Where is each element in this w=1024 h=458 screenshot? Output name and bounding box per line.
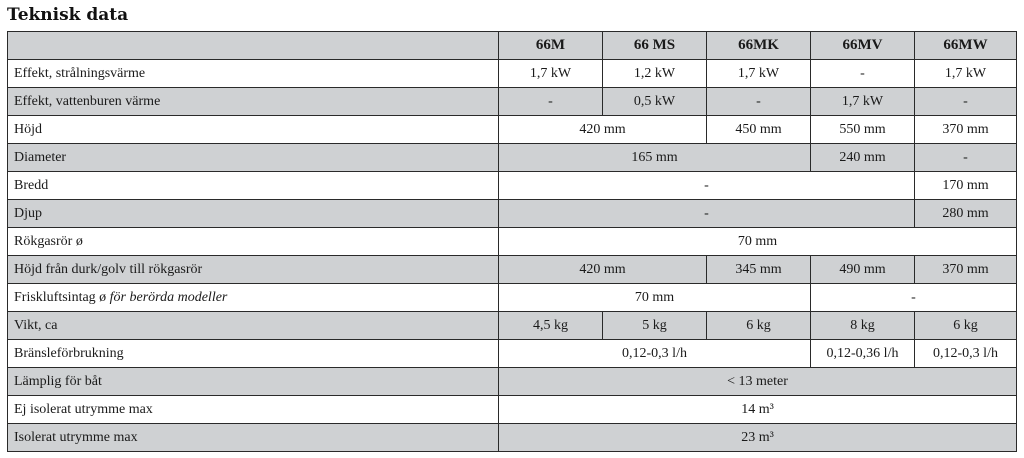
value-cell: 23 m³ (499, 424, 1017, 452)
table-row (8, 144, 1017, 172)
table-row (8, 368, 1017, 396)
value-cell: 370 mm (915, 116, 1017, 144)
value-cell: - (915, 144, 1017, 172)
value-cell: 1,7 kW (915, 60, 1017, 88)
header-label-cell (8, 32, 499, 60)
value-cell: 280 mm (915, 200, 1017, 228)
header-row (8, 32, 1017, 60)
row-label-text: Effekt, strålningsvärme (14, 65, 146, 81)
row-label-text: Friskluftsintag ø (14, 289, 107, 305)
value-cell: 170 mm (915, 172, 1017, 200)
table-row (8, 60, 1017, 88)
row-label (8, 340, 499, 368)
value-cell: 550 mm (811, 116, 915, 144)
value-cell: 370 mm (915, 256, 1017, 284)
column-header: 66MK (707, 32, 811, 60)
value-cell: 0,12-0,3 l/h (915, 340, 1017, 368)
table-row (8, 256, 1017, 284)
column-header: 66 MS (603, 32, 707, 60)
value-cell: - (915, 88, 1017, 116)
table-row (8, 340, 1017, 368)
row-label-note: för berörda modeller (109, 289, 228, 305)
value-cell: - (499, 172, 915, 200)
table-row (8, 396, 1017, 424)
value-cell: - (499, 88, 603, 116)
value-cell: 6 kg (707, 312, 811, 340)
row-label (8, 172, 499, 200)
value-cell: 490 mm (811, 256, 915, 284)
value-cell: 0,5 kW (603, 88, 707, 116)
table-row (8, 116, 1017, 144)
row-label-text: Isolerat utrymme max (14, 429, 138, 445)
value-cell: 70 mm (499, 228, 1017, 256)
row-label (8, 228, 499, 256)
row-label (8, 284, 499, 312)
row-label (8, 396, 499, 424)
value-cell: 1,7 kW (499, 60, 603, 88)
value-cell: 240 mm (811, 144, 915, 172)
table-row (8, 200, 1017, 228)
table-row (8, 284, 1017, 312)
value-cell: 5 kg (603, 312, 707, 340)
value-cell: 70 mm (499, 284, 811, 312)
row-label (8, 88, 499, 116)
row-label-text: Höjd från durk/golv till rökgasrör (14, 261, 203, 277)
value-cell: 165 mm (499, 144, 811, 172)
value-cell: 420 mm (499, 256, 707, 284)
row-label-text: Diameter (14, 149, 67, 165)
spec-table (7, 31, 1017, 452)
row-label-text: Vikt, ca (14, 317, 58, 333)
value-cell: < 13 meter (499, 368, 1017, 396)
column-header: 66MW (915, 32, 1017, 60)
value-cell: - (811, 284, 1017, 312)
value-cell: 0,12-0,3 l/h (499, 340, 811, 368)
table-row (8, 228, 1017, 256)
row-label (8, 116, 499, 144)
value-cell: - (707, 88, 811, 116)
row-label (8, 200, 499, 228)
row-label (8, 256, 499, 284)
row-label (8, 424, 499, 452)
page-title: Teknisk data (7, 5, 129, 25)
value-cell: 345 mm (707, 256, 811, 284)
value-cell: 1,2 kW (603, 60, 707, 88)
row-label-text: Effekt, vattenburen värme (14, 93, 161, 109)
table-row (8, 312, 1017, 340)
value-cell: 6 kg (915, 312, 1017, 340)
value-cell: 1,7 kW (707, 60, 811, 88)
table-row (8, 424, 1017, 452)
value-cell: 8 kg (811, 312, 915, 340)
value-cell: - (499, 200, 915, 228)
value-cell: 14 m³ (499, 396, 1017, 424)
row-label (8, 312, 499, 340)
table-row (8, 88, 1017, 116)
column-header: 66M (499, 32, 603, 60)
column-header: 66MV (811, 32, 915, 60)
row-label-text: Bredd (14, 177, 49, 193)
row-label-text: Rökgasrör ø (14, 233, 83, 249)
value-cell: 1,7 kW (811, 88, 915, 116)
table-row (8, 172, 1017, 200)
value-cell: - (811, 60, 915, 88)
value-cell: 4,5 kg (499, 312, 603, 340)
value-cell: 420 mm (499, 116, 707, 144)
value-cell: 0,12-0,36 l/h (811, 340, 915, 368)
row-label-text: Ej isolerat utrymme max (14, 401, 153, 417)
row-label (8, 144, 499, 172)
value-cell: 450 mm (707, 116, 811, 144)
row-label-text: Lämplig för båt (14, 373, 102, 389)
row-label-text: Höjd (14, 121, 42, 137)
row-label-text: Djup (14, 205, 42, 221)
row-label (8, 60, 499, 88)
row-label-text: Bränsleförbrukning (14, 345, 124, 361)
row-label (8, 368, 499, 396)
